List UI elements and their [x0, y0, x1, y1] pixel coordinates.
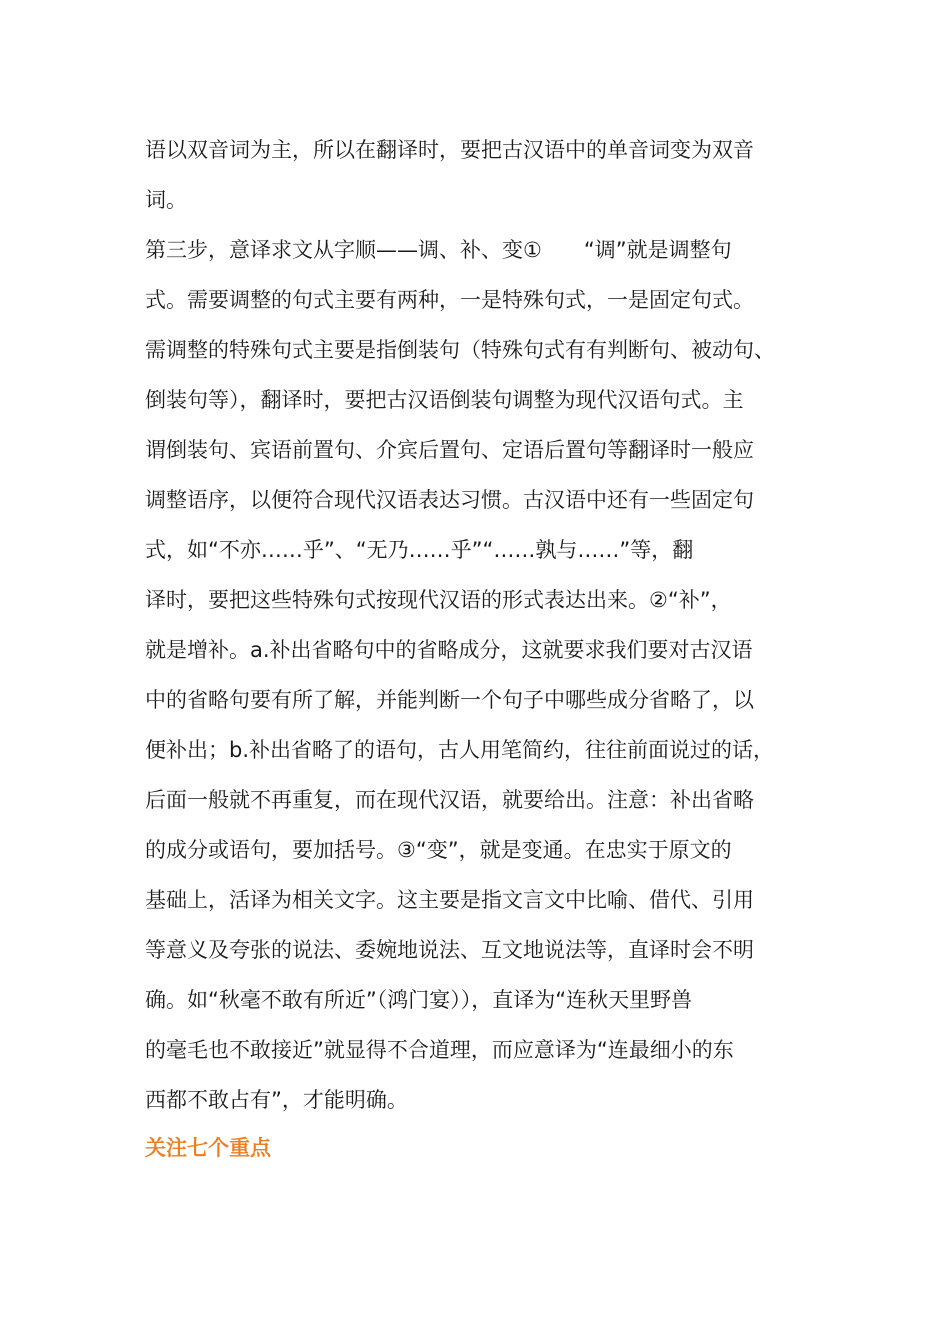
section-heading: 关注七个重点 [145, 1136, 271, 1160]
body-text-line: 等意义及夸张的说法、委婉地说法、互文地说法等，直译时会不明 [145, 938, 754, 962]
body-text-line: 第三步，意译求文从字顺——调、补、变① “调”就是调整句 [145, 238, 732, 262]
body-text-line: 便补出；b.补出省略了的语句，古人用笔简约，往往前面说过的话， [145, 738, 775, 762]
body-text-line: 语以双音词为主，所以在翻译时，要把古汉语中的单音词变为双音 [145, 138, 754, 162]
body-text-line: 调整语序，以便符合现代汉语表达习惯。古汉语中还有一些固定句 [145, 488, 754, 512]
body-text-line: 基础上，活译为相关文字。这主要是指文言文中比喻、借代、引用 [145, 888, 754, 912]
body-text-line: 中的省略句要有所了解，并能判断一个句子中哪些成分省略了，以 [145, 688, 754, 712]
body-text-line: 式，如“不亦……乎”、“无乃……乎”“……孰与……”等，翻 [145, 538, 694, 562]
body-text-line: 倒装句等），翻译时，要把古汉语倒装句调整为现代汉语句式。主 [145, 388, 744, 412]
body-text-line: 后面一般就不再重复，而在现代汉语，就要给出。注意：补出省略 [145, 788, 754, 812]
body-text-line: 西都不敢占有”，才能明确。 [145, 1088, 408, 1112]
body-text-line: 的成分或语句，要加括号。③“变”，就是变通。在忠实于原文的 [145, 838, 732, 862]
body-text-line: 式。需要调整的句式主要有两种，一是特殊句式，一是固定句式。 [145, 288, 754, 312]
body-text-line: 的毫毛也不敢接近”就显得不合道理，而应意译为“连最细小的东 [145, 1038, 734, 1062]
body-text-line: 就是增补。a.补出省略句中的省略成分，这就要求我们要对古汉语 [145, 638, 753, 662]
body-text-line: 谓倒装句、宾语前置句、介宾后置句、定语后置句等翻译时一般应 [145, 438, 754, 462]
body-text-line: 需调整的特殊句式主要是指倒装句（特殊句式有有判断句、被动句、 [145, 338, 775, 362]
body-text-line: 词。 [145, 188, 187, 212]
body-text-line: 确。如“秋毫不敢有所近”（鸿门宴）），直译为“连秋天里野兽 [145, 988, 693, 1012]
body-text-line: 译时，要把这些特殊句式按现代汉语的形式表达出来。②“补”， [145, 588, 732, 612]
